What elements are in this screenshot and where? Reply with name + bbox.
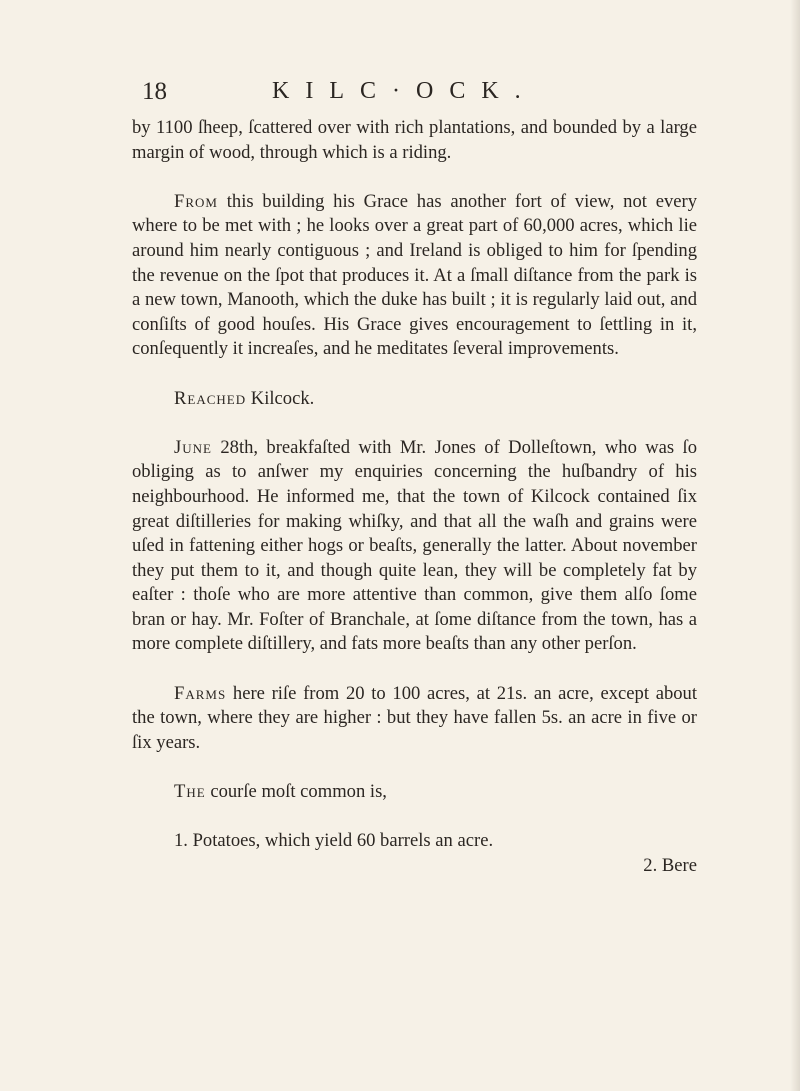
paragraph-lead: The (174, 781, 206, 803)
paragraph-text: here riſe from 20 to 100 acres, at 21s. an acre, except about the town, where they are higher : but they have fallen 5s. an acre in five or ſix years. (132, 682, 697, 753)
paragraph-reached (132, 387, 697, 412)
page-edge-shadow (790, 0, 800, 1091)
page-number: 18 (142, 78, 167, 105)
catchword-row (132, 854, 697, 879)
paragraph-lead: Farms (174, 682, 227, 704)
paragraph-text: by 1100 ſheep, ſcattered over with rich plantations, and bounded by a large margin of wood, through which is a riding. (132, 117, 697, 163)
paragraph-from-building (132, 190, 697, 362)
paragraph-lead: June (174, 436, 212, 458)
paragraph-course (132, 780, 697, 805)
paragraph-opening (132, 116, 697, 165)
list-item-text: 1. Potatoes, which yield 60 barrels an acre. (174, 830, 494, 852)
list-item-potatoes (132, 829, 697, 854)
body-text (132, 116, 697, 878)
running-head: KILC·OCK. (272, 78, 537, 104)
catchword: 2. Bere (643, 854, 697, 876)
paragraph-text: Kilcock. (246, 387, 315, 409)
paragraph-lead: Reached (174, 387, 247, 409)
page-header (132, 78, 692, 114)
paragraph-farms (132, 682, 697, 756)
paragraph-lead: From (174, 190, 218, 212)
paragraph-june (132, 436, 697, 657)
paragraph-text: courſe moſt common is, (205, 781, 387, 803)
paragraph-text: this building his Grace has another fort of view, not every where to be met with ; he looks over a great part of 60,000 acres, which lie around him nearly contiguous ; and Ireland is obliged to him for ſpending the revenue on the ſpot that produces it. At a ſmall diſtance from the park is a new town, Manooth, which the duke has built ; it is regularly laid out, and conſiſts of good houſes. His Grace gives encouragement to ſettling in it, conſequently it increaſes, and he meditates ſeveral improvements. (132, 190, 697, 360)
paragraph-text: 28th, breakfaſted with Mr. Jones of Dolleſtown, who was ſo obliging as to anſwer my enquiries concerning the huſbandry of his neighbourhood. He informed me, that the town of Kilcock contained ſix great diſtilleries for making whiſky, and that all the waſh and grains were uſed in fattening either hogs or beaſts, generally the latter. About november they put them to it, and though quite lean, they will be completely fat by eaſter : thoſe who are more attentive than common, give them alſo ſome bran or hay. Mr. Foſter of Branchale, at ſome diſtance from the town, has a more complete diſtillery, and fats more beaſts than any other perſon. (132, 436, 697, 655)
